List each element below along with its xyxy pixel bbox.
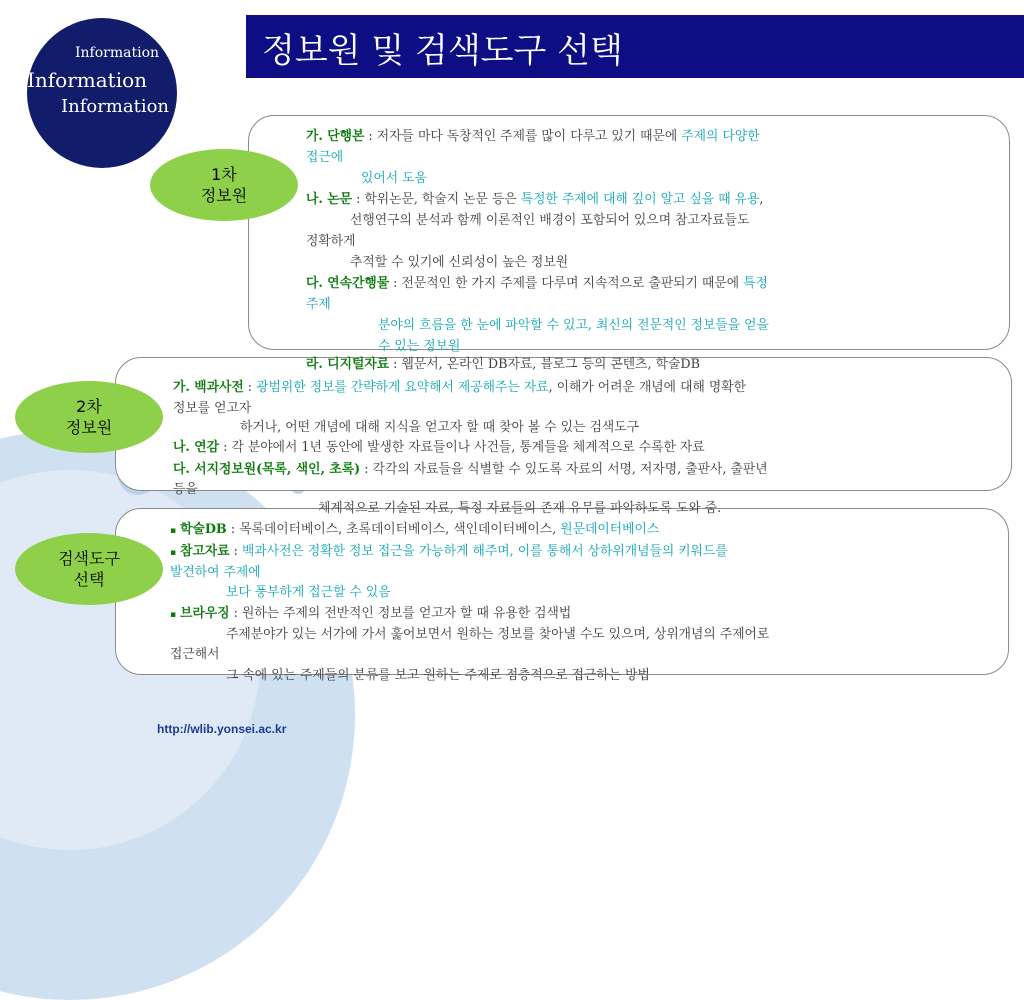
text-run: : 각 분야에서 1년 동안에 발생한 자료들이나 사건들, 통계들을 체계적으로 수록한 자료	[219, 440, 705, 455]
term-label: 다. 연속간행물	[306, 276, 390, 291]
text-line	[306, 274, 768, 294]
section-label-search-tools	[15, 533, 163, 605]
text-run: ,	[759, 192, 764, 207]
text-run: : 목록데이터베이스, 초록데이터베이스, 색인데이터베이스,	[226, 522, 561, 537]
highlight-text: 광범위한 정보를 간략하게 요약해서 제공해주는 자료	[256, 380, 549, 395]
logo-word: Information	[61, 96, 170, 117]
text-run: : 웹문서, 온라인 DB자료, 블로그 등의 콘텐츠, 학술DB	[389, 357, 700, 372]
term-label: 학술DB	[180, 522, 227, 537]
list-item	[170, 542, 728, 563]
list-item	[170, 520, 659, 541]
highlight-text: 주제의 다양한	[681, 129, 760, 144]
list-item	[170, 604, 571, 625]
text-line	[173, 438, 705, 458]
text-run: : 학위논문, 학술지 논문 등은	[352, 192, 521, 207]
text-line: 추적할 수 있기에 신뢰성이 높은 정보원	[350, 255, 569, 270]
text-line: 보다 풍부하게 접근할 수 있음	[226, 585, 391, 600]
highlight-text: 특정	[743, 276, 768, 291]
term-label: 참고자료	[180, 544, 230, 559]
text-run: : 전문적인 한 가지 주제를 다루며 지속적으로 출판되기 때문에	[389, 276, 744, 291]
highlight-text: 특정한 주제에 대해 깊이 알고 싶을 때 유용	[520, 192, 760, 207]
title-bar	[246, 15, 1024, 78]
section-label-line: 1차	[211, 165, 237, 184]
text-line	[306, 127, 760, 147]
text-line: 하거나, 어떤 개념에 대해 지식을 얻고자 할 때 찾아 볼 수 있는 검색도구	[240, 420, 640, 435]
term-label: 라. 디지털자료	[306, 357, 390, 372]
bullet-icon: ▪	[170, 526, 177, 536]
text-line: 그 속에 있는 주제들의 분류를 보고 원하는 주제로 점층적으로 접근하는 방법	[226, 668, 650, 683]
text-line	[173, 378, 746, 398]
text-line: 수 있는 정보원	[378, 339, 461, 354]
text-line: 발견하여 주제에	[170, 565, 261, 580]
text-run: :	[229, 544, 243, 559]
text-run: : 원하는 주제의 전반적인 정보를 얻고자 할 때 유용한 검색법	[229, 606, 572, 621]
highlight-text: 백과사전은 정확한 정보 접근을 가능하게 해주며, 이를 통해서 상하위개념들의 키워드를	[242, 544, 728, 559]
section-label-line: 검색도구	[58, 549, 120, 568]
section-label-line: 정보원	[200, 186, 248, 205]
text-line: 정확하게	[306, 234, 356, 249]
text-line: 선행연구의 분석과 함께 이론적인 배경이 포함되어 있으며 참고자료들도	[350, 213, 750, 228]
term-label: 나. 연감	[173, 440, 219, 455]
text-run: : 각각의 자료들을 식별할 수 있도록 자료의 서명, 저자명, 출판사, 출판년	[360, 462, 768, 477]
section-label-primary	[150, 149, 298, 221]
section-label-line: 선택	[73, 570, 105, 589]
term-label: 브라우징	[180, 606, 230, 621]
bullet-icon: ▪	[170, 610, 177, 620]
logo-word: Information	[27, 68, 148, 92]
text-line	[173, 460, 768, 480]
text-line: 주제	[306, 297, 331, 312]
slide-title: 정보원 및 검색도구 선택	[262, 31, 623, 71]
section-label-secondary	[15, 381, 163, 453]
section-label-line: 정보원	[65, 418, 113, 437]
text-run: :	[243, 380, 257, 395]
term-label: 다. 서지정보원(목록, 색인, 초록)	[173, 462, 361, 477]
term-label: 가. 단행본	[306, 129, 365, 144]
text-line: 등을	[173, 482, 198, 497]
information-logo	[27, 18, 177, 168]
text-line: 접근에	[306, 150, 344, 165]
text-run: , 이해가 어려운 개념에 대해 명확한	[548, 380, 746, 395]
term-label: 나. 논문	[306, 192, 352, 207]
text-line: 있어서 도움	[361, 171, 427, 186]
text-run: : 저자들 마다 독창적인 주제를 많이 다루고 있기 때문에	[364, 129, 682, 144]
bullet-icon: ▪	[170, 548, 177, 558]
text-line: 체계적으로 기술된 자료, 특정 자료들의 존재 유무를 파악하도록 도와 줌.	[318, 501, 722, 516]
primary-sources-panel	[248, 115, 1010, 350]
section-label-line: 2차	[76, 397, 102, 416]
footer-url: http://wlib.yonsei.ac.kr	[157, 722, 287, 736]
term-label: 가. 백과사전	[173, 380, 244, 395]
text-line: 접근해서	[170, 647, 220, 662]
highlight-text: 원문데이터베이스	[560, 522, 660, 537]
text-line: 주제분야가 있는 서가에 가서 훑어보면서 원하는 정보를 찾아낼 수도 있으며, 상위개념의 주제어로	[226, 627, 770, 642]
text-line: 정보를 얻고자	[173, 401, 252, 416]
text-line: 분야의 흐름을 한 눈에 파악할 수 있고, 최신의 전문적인 정보들을 얻을	[378, 318, 769, 333]
text-line	[306, 190, 763, 210]
text-line	[306, 355, 700, 375]
logo-word: Information	[75, 45, 160, 61]
